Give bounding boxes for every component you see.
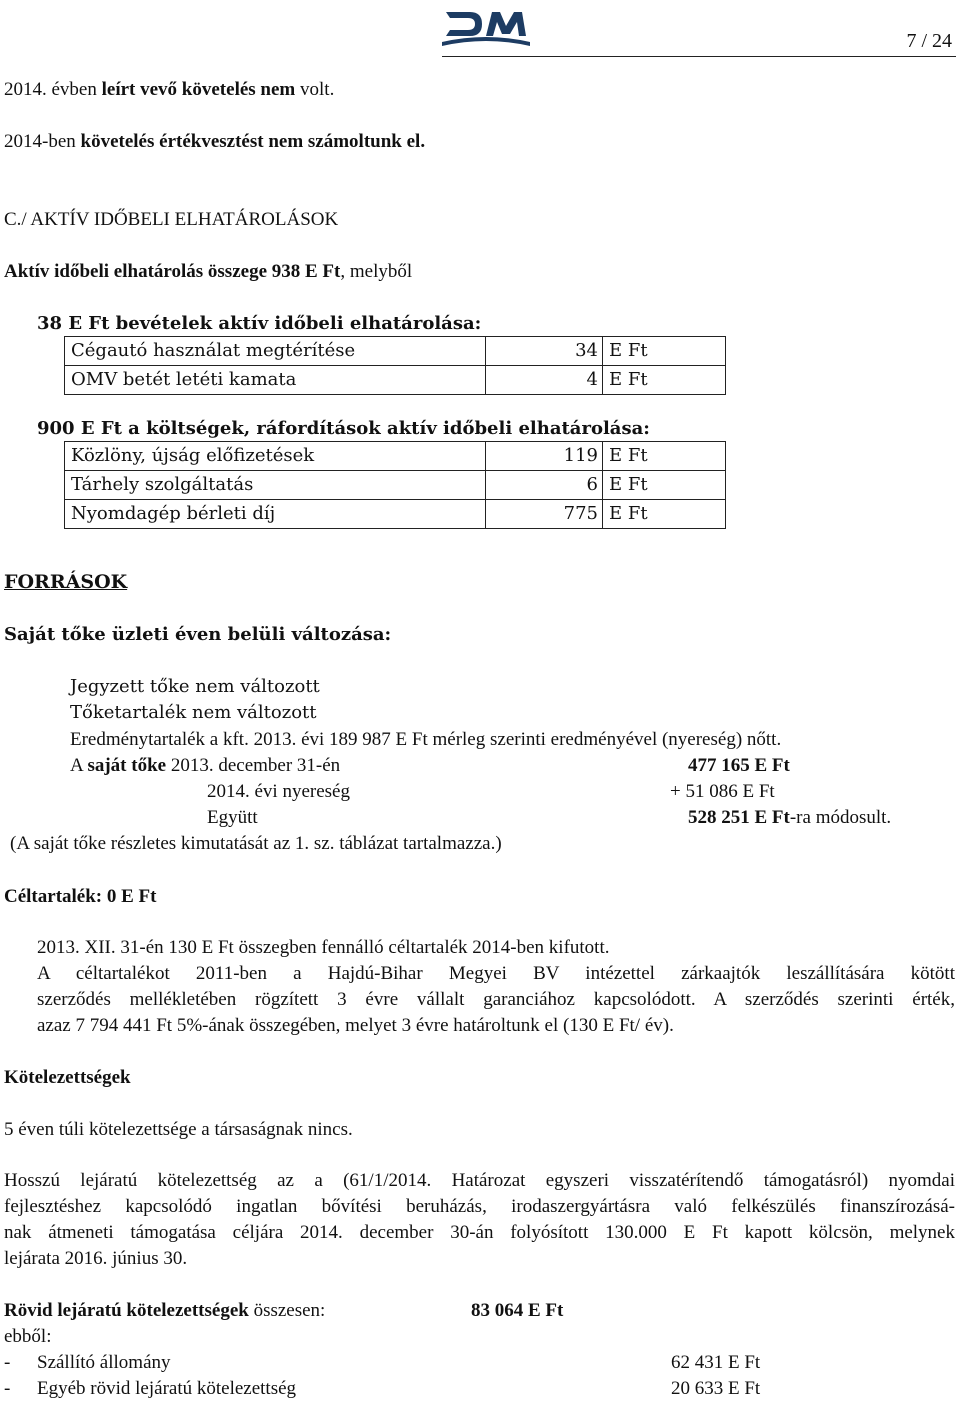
row-unit: E Ft bbox=[603, 337, 726, 366]
long-term-line-1: Hosszú lejáratú kötelezettség az a (61/1/2014. Határozat egyszeri visszatérítendő támogatásról) nyomdai bbox=[4, 1170, 955, 1191]
page-number: 7 / 24 bbox=[906, 30, 952, 52]
profit-value: + 51 086 E Ft bbox=[670, 781, 775, 802]
equity-opening-value: 477 165 E Ft bbox=[688, 755, 790, 776]
total-label: Együtt bbox=[207, 807, 258, 828]
row-value: 6 bbox=[486, 471, 603, 500]
table-row bbox=[65, 471, 726, 500]
revenue-heading: 38 E Ft bevételek aktív időbeli elhatárolása: bbox=[37, 313, 482, 334]
table-row bbox=[65, 500, 726, 529]
row-label: Közlöny, újság előfizetések bbox=[65, 442, 486, 471]
list-item-value: 62 431 E Ft bbox=[671, 1352, 761, 1373]
equity-line-2: Tőketartalék nem változott bbox=[70, 702, 317, 723]
equity-line-3: Eredménytartalék a kft. 2013. évi 189 987 E Ft mérleg szerinti eredményével (nyereség) nőtt. bbox=[70, 729, 782, 750]
cost-heading: 900 E Ft a költségek, ráfordítások aktív időbeli elhatárolása: bbox=[37, 418, 650, 439]
of-which-label: ebből: bbox=[4, 1326, 52, 1347]
section-c-heading: C./ AKTÍV IDŐBELI ELHATÁROLÁSOK bbox=[4, 209, 339, 230]
header-rule bbox=[442, 56, 956, 57]
provision-para-line-3: azaz 7 794 441 Ft 5%-ának összegében, melyet 3 évre határoltunk el (130 E Ft/ év). bbox=[37, 1015, 674, 1036]
long-term-line-3: nak átmeneti támogatása céljára 2014. december 30-án folyósított 130.000 E Ft kapott kölcsön, melynek bbox=[4, 1222, 955, 1243]
row-label: Cégautó használat megtérítése bbox=[65, 337, 486, 366]
list-item-dash: - bbox=[4, 1352, 11, 1373]
row-label: Nyomdagép bérleti díj bbox=[65, 500, 486, 529]
short-term-label: Rövid lejáratú kötelezettségek összesen: bbox=[4, 1300, 326, 1321]
provision-heading: Céltartalék: 0 E Ft bbox=[4, 886, 157, 907]
short-term-value: 83 064 E Ft bbox=[471, 1300, 564, 1321]
row-unit: E Ft bbox=[603, 500, 726, 529]
provision-para-line-1: A céltartalékot 2011-ben a Hajdú-Bihar Megyei BV intézettel zárkaajtók leszállítására kötött bbox=[37, 963, 955, 984]
equity-note: (A saját tőke részletes kimutatását az 1. sz. táblázat tartalmazza.) bbox=[10, 833, 502, 854]
list-item-label: Egyéb rövid lejáratú kötelezettség bbox=[37, 1378, 297, 1399]
list-item-dash: - bbox=[4, 1378, 11, 1399]
company-logo bbox=[440, 6, 532, 54]
provision-line-1: 2013. XII. 31-én 130 E Ft összegben fennálló céltartalék 2014-ben kifutott. bbox=[37, 937, 610, 958]
row-label: OMV betét letéti kamata bbox=[65, 366, 486, 395]
sources-heading: FORRÁSOK bbox=[4, 571, 128, 593]
intro-line-2: 2014-ben követelés értékvesztést nem számoltunk el. bbox=[4, 131, 426, 152]
row-value: 4 bbox=[486, 366, 603, 395]
long-term-line-2: fejlesztéshez kapcsolódó ingatlan bővítési beruházás, irodaszergyártásra való felkészülés finanszírozásá- bbox=[4, 1196, 955, 1217]
liabilities-heading: Kötelezettségek bbox=[4, 1067, 131, 1088]
intro-line-1: 2014. évben leírt vevő követelés nem volt. bbox=[4, 79, 335, 100]
row-value: 34 bbox=[486, 337, 603, 366]
equity-line-1: Jegyzett tőke nem változott bbox=[70, 676, 320, 697]
table-row bbox=[65, 442, 726, 471]
profit-label: 2014. évi nyereség bbox=[207, 781, 350, 802]
list-item-label: Szállító állomány bbox=[37, 1352, 171, 1373]
row-label: Tárhely szolgáltatás bbox=[65, 471, 486, 500]
row-value: 119 bbox=[486, 442, 603, 471]
total-value: 528 251 E Ft-ra módosult. bbox=[688, 807, 892, 828]
long-term-line-4: lejárata 2016. június 30. bbox=[4, 1248, 188, 1269]
row-unit: E Ft bbox=[603, 471, 726, 500]
equity-heading: Saját tőke üzleti éven belüli változása: bbox=[4, 624, 392, 645]
row-unit: E Ft bbox=[603, 442, 726, 471]
row-value: 775 bbox=[486, 500, 603, 529]
list-item-value: 20 633 E Ft bbox=[671, 1378, 761, 1399]
provision-para-line-2: szerződés mellékletében rögzített 3 évre vállalt garanciához kapcsolódott. A szerződés szerinti érték, bbox=[37, 989, 955, 1010]
section-c-total: Aktív időbeli elhatárolás összege 938 E Ft, melyből bbox=[4, 261, 413, 282]
table-row bbox=[65, 366, 726, 395]
cost-table bbox=[64, 441, 726, 529]
equity-opening-label: A saját tőke 2013. december 31-én bbox=[70, 755, 341, 776]
revenue-table bbox=[64, 336, 726, 395]
liabilities-line-1: 5 éven túli kötelezettsége a társaságnak nincs. bbox=[4, 1119, 353, 1140]
row-unit: E Ft bbox=[603, 366, 726, 395]
table-row bbox=[65, 337, 726, 366]
